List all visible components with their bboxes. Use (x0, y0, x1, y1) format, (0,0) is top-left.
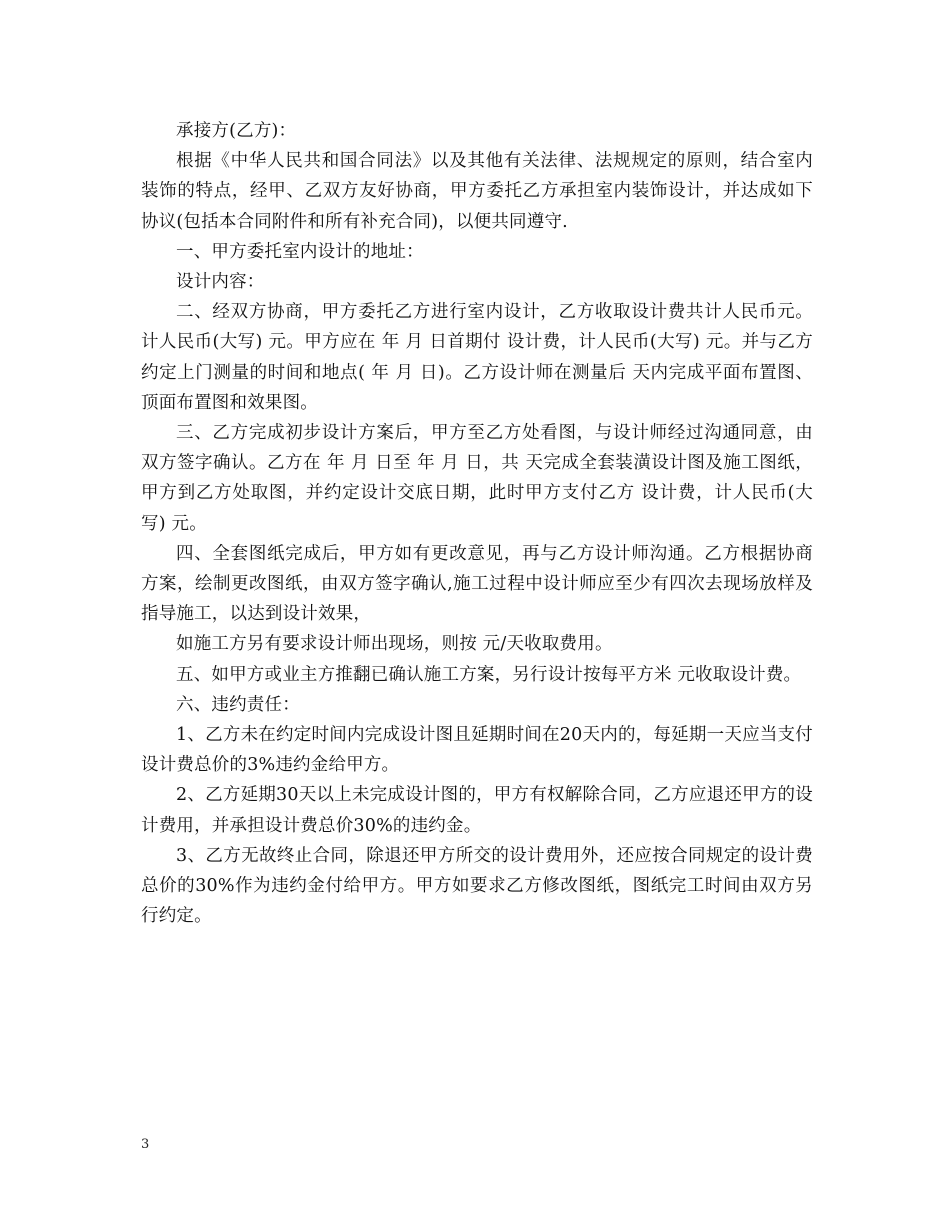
paragraph-contractor: 承接方(乙方)： (176, 121, 297, 141)
paragraph-preamble: 根据《中华人民共和国合同法》以及其他有关法律、法规规定的原则，结合室内装饰的特点，经甲、乙双方友好协商，甲方委托乙方承担室内装饰设计，并达成如下协议(包括本合同附件和所有补充合同)，以便共同遵守. (141, 151, 813, 232)
paragraph-breach-3: 3、乙方无故终止合同，除退还甲方所交的设计费用外，还应按合同规定的设计费总价的30%作为违约金付给甲方。甲方如要求乙方修改图纸，图纸完工时间由双方另行约定。 (141, 845, 813, 927)
paragraph-breach-2: 2、乙方延期30天以上未完成设计图的，甲方有权解除合同，乙方应退还甲方的设计费用，并承担设计费总价30%的违约金。 (141, 785, 813, 836)
paragraph-clause-3: 三、乙方完成初步设计方案后，甲方至乙方处看图，与设计师经过沟通同意，由双方签字确认。乙方在 年 月 日至 年 月 日，共 天完成全套装潢设计图及施工图纸，甲方到乙方处取图，并约定设计交底日期，此时甲方支付乙方 设计费，计人民币(大写) 元。 (141, 423, 813, 534)
paragraph-clause-6-heading: 六、违约责任： (176, 694, 300, 715)
paragraph-clause-2: 二、经双方协商，甲方委托乙方进行室内设计，乙方收取设计费共计人民币元。计人民币(大写) 元。甲方应在 年 月 日首期付 设计费，计人民币(大写) 元。并与乙方约定上门测量的时间和地点( 年 月 日)。乙方设计师在测量后 天内完成平面布置图、顶面布置图和效果图。 (141, 302, 813, 413)
paragraph-breach-1: 1、乙方未在约定时间内完成设计图且延期时间在20天内的，每延期一天应当支付设计费总价的3%违约金给甲方。 (141, 725, 813, 776)
paragraph-design-content: 设计内容： (176, 272, 265, 293)
paragraph-clause-5: 五、如甲方或业主方推翻已确认施工方案，另行设计按每平方米 元收取设计费。 (176, 664, 802, 685)
paragraph-clause-4: 四、全套图纸完成后，甲方如有更改意见，再与乙方设计师沟通。乙方根据协商方案，绘制更改图纸，由双方签字确认,施工过程中设计师应至少有四次去现场放样及指导施工，以达到设计效果， (141, 543, 813, 625)
document-body (141, 116, 813, 931)
paragraph-clause-4-extra: 如施工方另有要求设计师出现场，则按 元/天收取费用。 (176, 634, 613, 655)
paragraph-design-address: 一、甲方委托室内设计的地址： (176, 241, 424, 262)
page-number: 3 (141, 1137, 150, 1152)
